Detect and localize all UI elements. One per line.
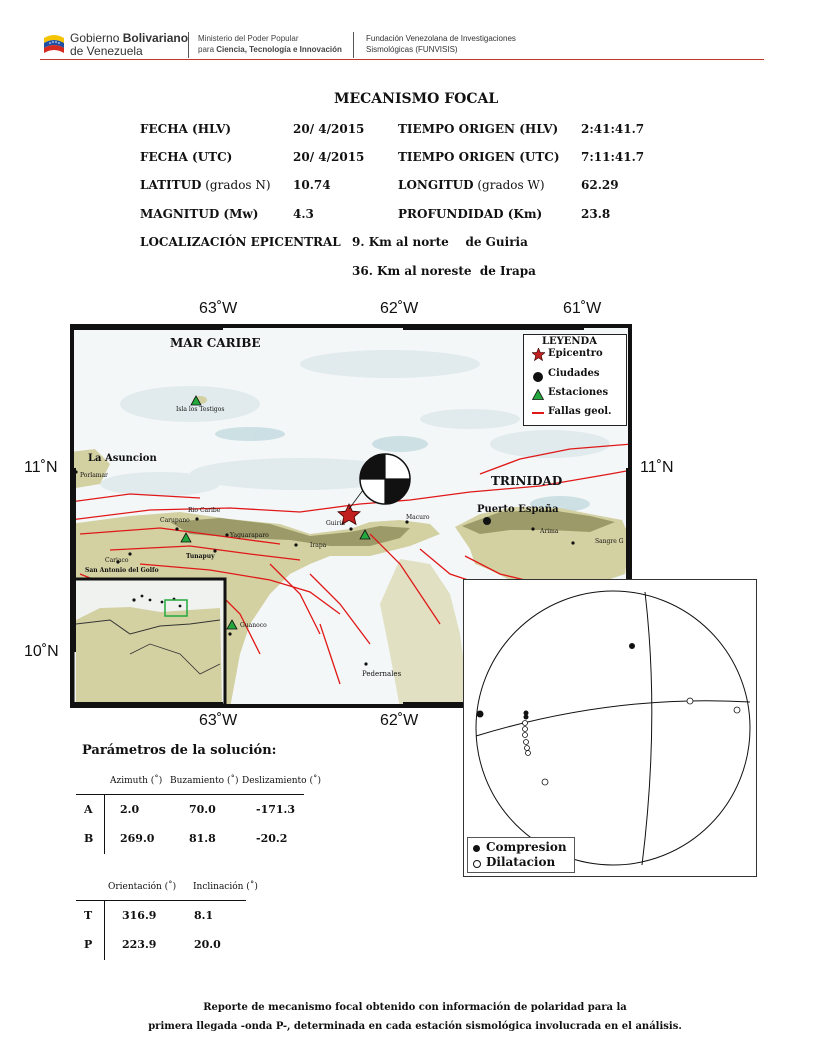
compresion-dot-icon xyxy=(473,845,480,852)
place-guanoco: Guanoco xyxy=(240,622,267,629)
place-pedernales: Pedernales xyxy=(362,670,402,678)
axis-row-t-inclinacion: 8.1 xyxy=(194,909,214,922)
params-table-vrule xyxy=(104,794,105,854)
magnitud-label: MAGNITUD (Mw) xyxy=(140,207,259,221)
header xyxy=(0,0,816,62)
header-divider xyxy=(188,32,189,58)
magnitud-value: 4.3 xyxy=(293,207,314,221)
place-cariaco: Cariaco xyxy=(105,557,129,564)
place-la-asuncion: La Asuncion xyxy=(88,453,157,464)
map-top-tick-62w: 62˚W xyxy=(380,300,419,317)
param-row-a-label: A xyxy=(84,803,93,816)
map-bottom-tick-63w: 63˚W xyxy=(199,712,238,729)
legend-estaciones: Estaciones xyxy=(548,387,609,398)
param-row-b-buzamiento: 81.8 xyxy=(189,832,216,845)
stereonet-plot xyxy=(464,580,756,876)
axes-header-inclinacion: Inclinación (˚) xyxy=(193,882,258,892)
longitud-label: LONGITUD (grados W) xyxy=(398,178,545,192)
fecha-hlv-label: FECHA (HLV) xyxy=(140,122,232,136)
place-irapa: Irapa xyxy=(310,542,327,549)
legend-epicentro: Epicentro xyxy=(548,348,603,359)
axes-table-hrule xyxy=(76,900,246,901)
tiempo-hlv-label: TIEMPO ORIGEN (HLV) xyxy=(398,122,559,136)
param-row-b-azimuth: 269.0 xyxy=(120,832,155,845)
place-carupano: Carupano xyxy=(160,517,190,524)
stereonet-legend xyxy=(467,837,575,873)
fecha-hlv-value: 20/ 4/2015 xyxy=(293,122,365,136)
map-left-tick-11n: 11˚N xyxy=(24,459,58,476)
axis-row-p-inclinacion: 20.0 xyxy=(194,938,221,951)
axes-header-orientacion: Orientación (˚) xyxy=(108,882,177,892)
map-legend xyxy=(523,334,627,426)
params-table-hrule xyxy=(76,794,304,795)
fecha-utc-value: 20/ 4/2015 xyxy=(293,150,365,164)
axes-table-vrule xyxy=(104,900,105,960)
place-yaguaraparo: Yaguaraparo xyxy=(230,532,269,539)
star-icon xyxy=(532,348,545,361)
place-rio-caribe: Rio Caribe xyxy=(188,507,221,514)
place-arima: Arima xyxy=(540,528,559,535)
place-tunapuy: Tunapuy xyxy=(186,553,215,560)
trinidad-label: TRINIDAD xyxy=(491,474,563,488)
place-san-antonio: San Antonio del Golfo xyxy=(85,567,159,574)
map-top-tick-61w: 61˚W xyxy=(563,300,602,317)
station-triangle-icon xyxy=(532,389,544,400)
map-left-tick-10n: 10˚N xyxy=(24,643,59,660)
tiempo-utc-label: TIEMPO ORIGEN (UTC) xyxy=(398,150,560,164)
param-row-a-deslizamiento: -171.3 xyxy=(256,803,296,816)
foundation-line1: Fundación Venezolana de Investigaciones xyxy=(366,34,516,43)
param-row-a-buzamiento: 70.0 xyxy=(189,803,216,816)
place-macuro: Macuro xyxy=(406,514,430,521)
foundation-line2: Sismológicas (FUNVISIS) xyxy=(366,45,458,54)
place-isla-testigos: Isla los Testigos xyxy=(176,406,225,413)
param-header-buzamiento: Buzamiento (˚) xyxy=(170,776,239,786)
sea-label: MAR CARIBE xyxy=(170,336,261,350)
fecha-utc-label: FECHA (UTC) xyxy=(140,150,233,164)
latitud-label: LATITUD (grados N) xyxy=(140,178,271,192)
ministry-line1: Ministerio del Poder Popular xyxy=(198,34,299,43)
param-row-b-label: B xyxy=(84,832,94,845)
place-porlamar: Porlamar xyxy=(80,472,108,479)
legend-title: LEYENDA xyxy=(542,336,597,347)
gov-name-line1: Gobierno Bolivariano xyxy=(70,31,189,45)
longitud-value: 62.29 xyxy=(581,178,619,192)
axis-row-t-orientacion: 316.9 xyxy=(122,909,157,922)
profundidad-label: PROFUNDIDAD (Km) xyxy=(398,207,543,221)
map-bottom-tick-62w: 62˚W xyxy=(380,712,419,729)
page-title: MECANISMO FOCAL xyxy=(334,91,499,107)
localizacion-line1: 9. Km al norte de Guiria xyxy=(352,235,528,249)
param-row-a-azimuth: 2.0 xyxy=(120,803,140,816)
place-guiria: Guiria xyxy=(326,520,345,527)
place-puerto-espana: Puerto España xyxy=(477,504,559,515)
tiempo-utc-value: 7:11:41.7 xyxy=(581,150,645,164)
legend-compresion: Compresion xyxy=(486,840,567,854)
legend-ciudades: Ciudades xyxy=(548,368,600,379)
stereonet-panel xyxy=(463,579,757,877)
legend-fallas: Fallas geol. xyxy=(548,406,612,417)
axis-row-p-label: P xyxy=(84,938,93,951)
ministry-line2: para Ciencia, Tecnología e Innovación xyxy=(198,45,342,54)
tiempo-hlv-value: 2:41:41.7 xyxy=(581,122,645,136)
inset-locator-map xyxy=(73,579,225,705)
fault-line-icon xyxy=(532,412,544,414)
latitud-value: 10.74 xyxy=(293,178,331,192)
localizacion-label: LOCALIZACIÓN EPICENTRAL xyxy=(140,235,341,249)
profundidad-value: 23.8 xyxy=(581,207,611,221)
param-header-azimuth: Azimuth (˚) xyxy=(110,776,163,786)
dilatacion-circle-icon xyxy=(473,860,481,868)
axis-row-t-label: T xyxy=(84,909,93,922)
header-rule xyxy=(40,59,764,60)
params-title: Parámetros de la solución: xyxy=(82,743,277,758)
map-right-tick-11n: 11˚N xyxy=(640,459,674,476)
param-header-deslizamiento: Deslizamiento (˚) xyxy=(242,776,321,786)
param-row-b-deslizamiento: -20.2 xyxy=(256,832,288,845)
footer-line2: primera llegada -onda P-, determinada en cada estación sismológica involucrada en el análisis. xyxy=(148,1021,682,1032)
gov-name-line2: de Venezuela xyxy=(70,44,143,58)
localizacion-line2: 36. Km al noreste de Irapa xyxy=(352,264,536,278)
legend-dilatacion: Dilatacion xyxy=(486,855,556,869)
footer-line1: Reporte de mecanismo focal obtenido con información de polaridad para la xyxy=(203,1002,627,1013)
focal-beachball-icon xyxy=(360,454,410,504)
axis-row-p-orientacion: 223.9 xyxy=(122,938,157,951)
city-dot-icon xyxy=(533,372,543,382)
header-divider xyxy=(353,32,354,58)
map-top-tick-63w: 63˚W xyxy=(199,300,238,317)
place-sangre-grande: Sangre G xyxy=(595,538,624,545)
venezuela-flag-logo xyxy=(42,32,66,58)
